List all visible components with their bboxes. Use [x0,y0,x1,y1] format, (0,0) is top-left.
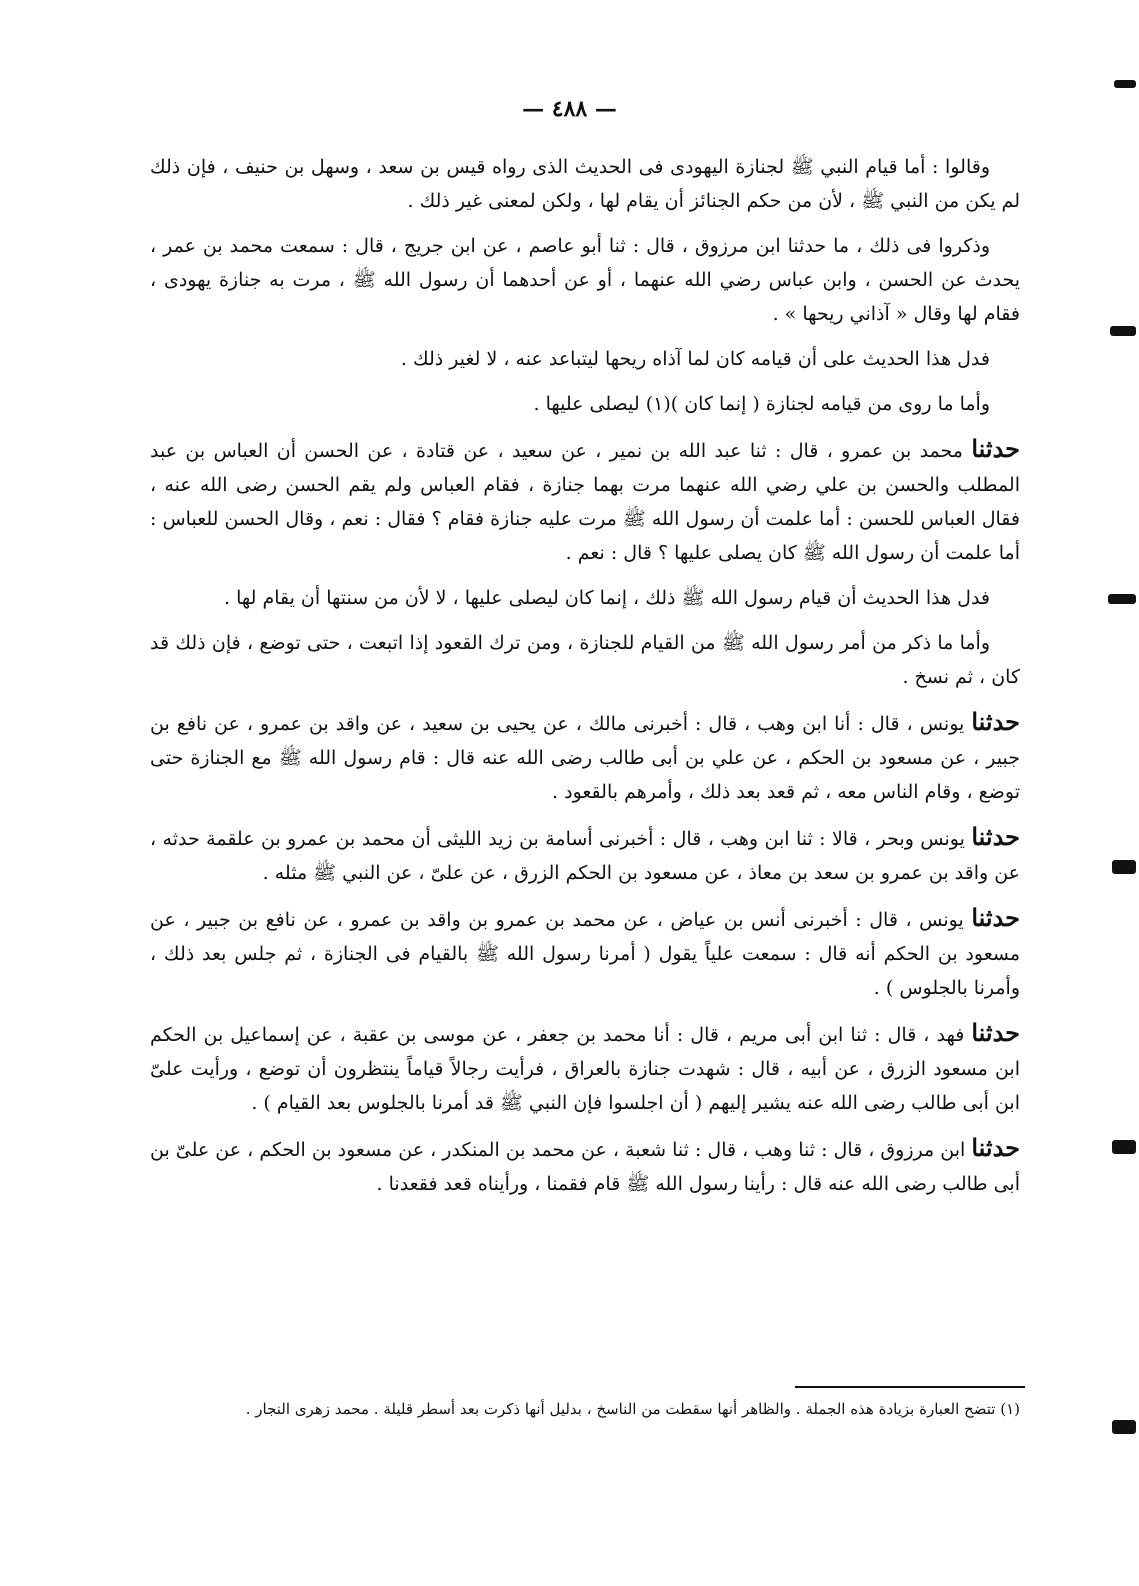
binding-mark [1114,80,1136,88]
paragraph-text: يونس ، قال : أخبرنى أنس بن عياض ، عن محمد بن عمرو بن واقد بن عمرو ، عن نافع بن جبير ، عن مسعود بن الحكم أنه قال : سمعت علياً يقول ( أمرنا رسول الله ﷺ بالقيام فى الجنازة ، ثم جلس بعد ذلك ، وأمرنا بالجلوس ) . [150,909,1020,999]
paragraph [150,626,1020,694]
binding-mark [1110,326,1136,336]
paragraph [150,342,1020,376]
paragraph-text: وقالوا : أما قيام النبي ﷺ لجنازة اليهودى فى الحديث الذى رواه قيس بن سعد ، وسهل بن حنيف ، فإن ذلك لم يكن من النبي ﷺ ، لأن من حكم الجنائز أن يقام لها ، ولكن لمعنى غير ذلك . [150,156,1020,212]
binding-mark [1112,1420,1136,1434]
paragraph-text: فدل هذا الحديث على أن قيامه كان لما آذاه ريحها ليتباعد عنه ، لا لغير ذلك . [400,348,990,370]
paragraph [150,387,1020,421]
paragraph [150,150,1020,218]
hadith-lead-word: حدثنا [971,434,1020,463]
footnote-divider [795,1386,1025,1388]
paragraph-text: يونس ، قال : أنا ابن وهب ، قال : أخبرنى مالك ، عن يحيى بن سعيد ، عن واقد بن عمرو ، عن نافع بن جبير ، عن مسعود بن الحكم ، عن علي بن أبى طالب رضى الله عنه قال : قام رسول الله ﷺ مع الجنازة حتى توضع ، وقام الناس معه ، ثم قعد بعد ذلك ، وأمرهم بالقعود . [150,713,1020,803]
paragraph-text: محمد بن عمرو ، قال : ثنا عبد الله بن نمير ، عن سعيد ، عن قتادة ، عن الحسن أن العباس بن عبد المطلب والحسن بن علي رضي الله عنهما مرت بهما جنازة ، فقام العباس ولم يقم الحسن رضى الله عنه ، فقال العباس للحسن : أما علمت أن رسول الله ﷺ مرت عليه جنازة فقام ؟ فقال : نعم ، وقال الحسن للعباس : أما علمت أن رسول الله ﷺ كان يصلى عليها ؟ قال : نعم . [150,440,1020,564]
paragraph [150,901,1020,1005]
hadith-lead-word: حدثنا [971,707,1020,736]
paragraph [150,820,1020,890]
footnote: (١) تتضح العبارة بزيادة هذه الجملة . والظاهر أنها سقطت من الناسخ ، بدليل أنها ذكرت بعد أسطر قليلة . محمد زهرى النجار . [245,1400,1020,1418]
paragraph-text: وذكروا فى ذلك ، ما حدثنا ابن مرزوق ، قال : ثنا أبو عاصم ، عن ابن جريج ، قال : سمعت محمد بن عمر ، يحدث عن الحسن ، وابن عباس رضي الله عنهما ، أو عن أحدهما أن رسول الله ﷺ ، مرت به جنازة يهودى ، فقام لها وقال « آذاني ريحها » . [150,235,1020,325]
hadith-lead-word: حدثنا [971,1018,1021,1047]
paragraph-text: يونس وبحر ، قالا : ثنا ابن وهب ، قال : أخبرنى أسامة بن زيد الليثى أن محمد بن عمرو بن علقمة حدثه ، عن واقد بن عمرو بن سعد بن معاذ ، عن مسعود بن الحكم الزرق ، عن علىّ ، عن النبي ﷺ مثله . [150,828,1020,884]
paragraph [150,432,1020,570]
hadith-lead-word: حدثنا [971,903,1020,932]
binding-mark [1108,594,1136,604]
paragraph-text: وأما ما ذكر من أمر رسول الله ﷺ من القيام للجنازة ، ومن ترك القعود إذا اتبعت ، حتى توضع ، فإن ذلك قد كان ، ثم نسخ . [150,632,1020,688]
paragraph [150,705,1020,809]
paragraph [150,1131,1020,1201]
paragraph-text: فدل هذا الحديث أن قيام رسول الله ﷺ ذلك ، إنما كان ليصلى عليها ، لا لأن من سنتها أن يقام لها . [223,587,990,609]
paragraph [150,229,1020,331]
paragraph-text: وأما ما روى من قيامه لجنازة ( إنما كان )(١) ليصلى عليها . [533,393,990,415]
binding-mark [1112,1140,1136,1154]
page-number: — ٤٨٨ — [522,96,617,122]
main-text [150,150,1020,1212]
hadith-lead-word: حدثنا [971,1133,1020,1162]
paragraph [150,581,1020,615]
paragraph-text: ابن مرزوق ، قال : ثنا وهب ، قال : ثنا شعبة ، عن محمد بن المنكدر ، عن مسعود بن الحكم ، عن علىّ بن أبى طالب رضى الله عنه قال : رأينا رسول الله ﷺ قام فقمنا ، ورأيناه قعد فقعدنا . [150,1139,1020,1195]
paragraph [150,1016,1020,1120]
binding-mark [1112,860,1136,874]
paragraph-text: فهد ، قال : ثنا ابن أبى مريم ، قال : أنا محمد بن جعفر ، عن موسى بن عقبة ، عن إسماعيل بن الحكم ابن مسعود الزرق ، عن أبيه ، قال : شهدت جنازة بالعراق ، فرأيت رجالاً قياماً ينتظرون أن توضع ، ورأيت علىّ ابن أبى طالب رضى الله عنه يشير إليهم ( أن اجلسوا فإن النبي ﷺ قد أمرنا بالجلوس بعد القيام ) . [150,1024,1020,1114]
hadith-lead-word: حدثنا [971,822,1020,851]
